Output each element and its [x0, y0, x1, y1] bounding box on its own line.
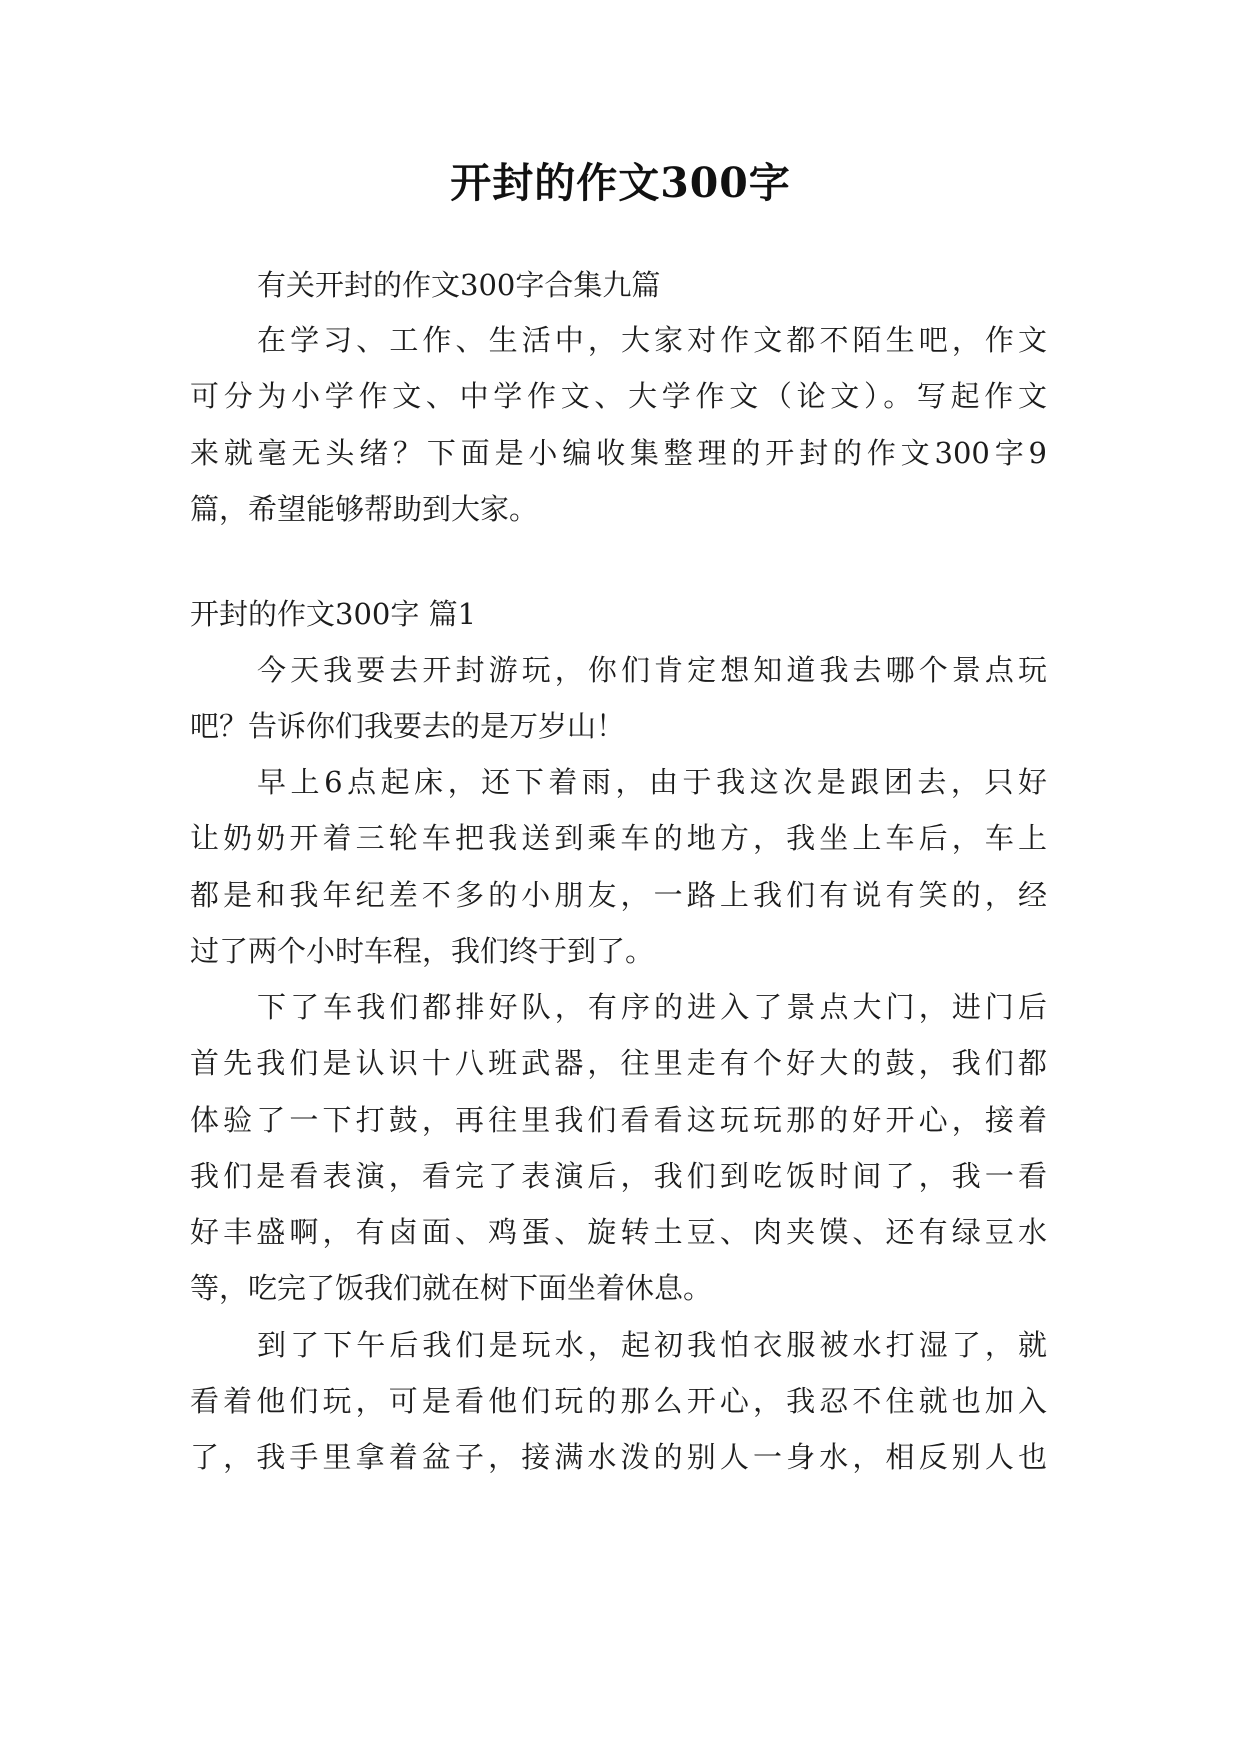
paragraph-line: 到了下午后我们是玩水，起初我怕衣服被水打湿了，就	[257, 1328, 1047, 1362]
intro-heading: 有关开封的作文300字合集九篇	[257, 268, 661, 302]
paragraph-line: 看着他们玩，可是看他们玩的那么开心，我忍不住就也加入	[190, 1384, 1047, 1418]
document-title: 开封的作文300字	[450, 159, 791, 207]
section-heading: 开封的作文300字 篇1	[190, 597, 477, 631]
paragraph-line: 早上6点起床，还下着雨，由于我这次是跟团去，只好	[257, 765, 1047, 799]
paragraph-line: 都是和我年纪差不多的小朋友，一路上我们有说有笑的，经	[190, 878, 1047, 912]
paragraph-line: 下了车我们都排好队，有序的进入了景点大门，进门后	[257, 990, 1047, 1024]
paragraph-line: 首先我们是认识十八班武器，往里走有个好大的鼓，我们都	[190, 1046, 1047, 1080]
paragraph-line: 今天我要去开封游玩，你们肯定想知道我去哪个景点玩	[257, 653, 1047, 687]
paragraph-line: 我们是看表演，看完了表演后，我们到吃饭时间了，我一看	[190, 1159, 1047, 1193]
paragraph-line: 可分为小学作文、中学作文、大学作文（论文）。写起作文	[190, 379, 1047, 413]
paragraph-line: 吧？告诉你们我要去的是万岁山！	[190, 709, 626, 743]
paragraph-line: 在学习、工作、生活中，大家对作文都不陌生吧，作文	[257, 323, 1047, 357]
paragraph-line: 体验了一下打鼓，再往里我们看看这玩玩那的好开心，接着	[190, 1103, 1047, 1137]
paragraph-line: 来就毫无头绪？下面是小编收集整理的开封的作文300字9	[190, 436, 1047, 470]
paragraph-line: 过了两个小时车程，我们终于到了。	[190, 934, 655, 968]
paragraph-line: 了，我手里拿着盆子，接满水泼的别人一身水，相反别人也	[190, 1440, 1047, 1474]
paragraph-line: 好丰盛啊，有卤面、鸡蛋、旋转土豆、肉夹馍、还有绿豆水	[190, 1215, 1047, 1249]
paragraph-line: 让奶奶开着三轮车把我送到乘车的地方，我坐上车后，车上	[190, 821, 1047, 855]
paragraph-line: 篇，希望能够帮助到大家。	[190, 492, 539, 526]
paragraph-line: 等，吃完了饭我们就在树下面坐着休息。	[190, 1271, 713, 1305]
